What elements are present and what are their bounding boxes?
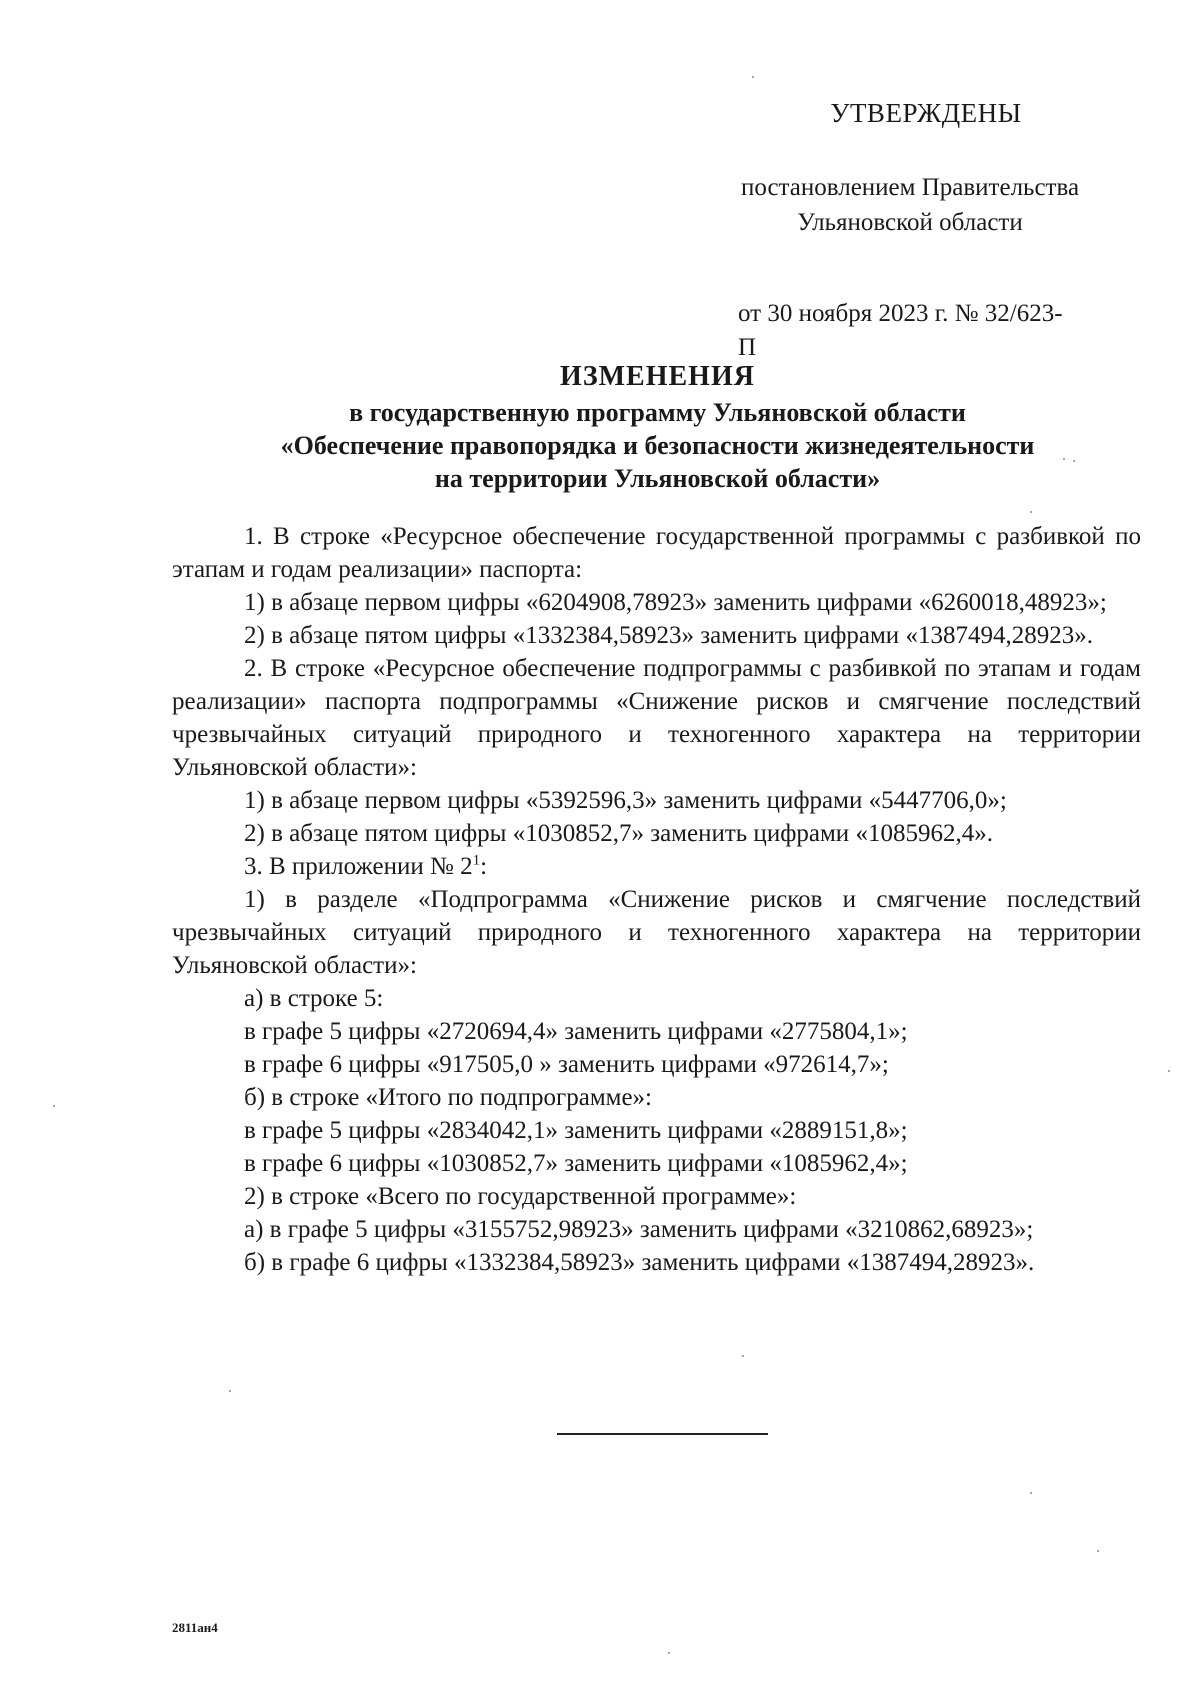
paragraph-3-item-2: 2) в строке «Всего по государственной программе»: — [244, 1183, 797, 1210]
paragraph-3-item-2b: б) в графе 6 цифры «1332384,58923» заменить цифрами «1387494,28923». — [244, 1249, 1035, 1276]
approval-header: УТВЕРЖДЕНЫ — [830, 98, 1022, 128]
paragraph-3-superscript: 1 — [472, 852, 481, 869]
paragraph-2-item-1: 1) в абзаце первом цифры «5392596,3» заменить цифрами «5447706,0»; — [244, 787, 1007, 814]
paragraph-3-item-1a-column5: в графе 5 цифры «2720694,4» заменить цифрами «2775804,1»; — [244, 1018, 908, 1045]
scan-speck — [1063, 458, 1065, 460]
scan-speck — [1073, 460, 1075, 462]
scan-speck — [1030, 511, 1032, 513]
paragraph-3-item-1a: а) в строке 5: — [244, 985, 384, 1012]
paragraph-3-text: 3. В приложении № 2 — [244, 853, 473, 880]
paragraph-3 — [172, 850, 1141, 883]
scan-speck — [742, 1355, 744, 1357]
paragraph-3-item-1: 1) в разделе «Подпрограмма «Снижение рисков и смягчение последствий чрезвычайных ситуаций природного и техногенного характера на территории Ульяновской области»: — [172, 886, 1141, 979]
document-body — [172, 520, 1141, 1279]
paragraph-3-item-1a-column6: в графе 6 цифры «917505,0 » заменить цифрами «972614,7»; — [244, 1051, 889, 1078]
scan-speck — [1030, 1492, 1032, 1494]
title-line3: на территории Ульяновской области» — [434, 464, 881, 493]
paragraph-3-colon: : — [480, 853, 488, 880]
document-code: 2811ан4 — [172, 1620, 218, 1635]
paragraph-3-item-2a: а) в графе 5 цифры «3155752,98923» заменить цифрами «3210862,68923»; — [244, 1216, 1034, 1243]
scan-speck — [229, 1390, 231, 1392]
paragraph-1: 1. В строке «Ресурсное обеспечение государственной программы с разбивкой по этапам и годам реализации» паспорта: — [172, 523, 1141, 583]
approval-block — [740, 96, 1080, 365]
paragraph-1-item-1: 1) в абзаце первом цифры «6204908,78923» заменить цифрами «6260018,48923»; — [244, 589, 1107, 616]
approval-date: от 30 ноября 2023 г. № 32/623-П — [738, 300, 1063, 361]
paragraph-2-item-2: 2) в абзаце пятом цифры «1030852,7» заменить цифрами «1085962,4». — [244, 820, 993, 847]
end-divider — [557, 1433, 768, 1435]
paragraph-1-item-2: 2) в абзаце пятом цифры «1332384,58923» заменить цифрами «1387494,28923». — [244, 622, 1093, 649]
title-line1: в государственную программу Ульяновской области — [349, 398, 966, 427]
title-main: ИЗМЕНЕНИЯ — [560, 361, 755, 392]
approval-authority-line1: постановлением Правительства — [740, 174, 1080, 201]
approval-authority — [740, 170, 1080, 240]
document-title — [170, 358, 1145, 495]
paragraph-3-item-1b-column5: в графе 5 цифры «2834042,1» заменить цифрами «2889151,8»; — [244, 1117, 908, 1144]
paragraph-2: 2. В строке «Ресурсное обеспечение подпрограммы с разбивкой по этапам и годам реализации» паспорта подпрограммы «Снижение рисков и смягчение последствий чрезвычайных ситуаций природного и техногенного характера на территории Ульяновской области»: — [172, 655, 1141, 781]
paragraph-3-item-1b-column6: в графе 6 цифры «1030852,7» заменить цифрами «1085962,4»; — [244, 1150, 908, 1177]
scan-speck — [1168, 1070, 1170, 1072]
paragraph-3-item-1b: б) в строке «Итого по подпрограмме»: — [244, 1084, 652, 1111]
scan-speck — [752, 76, 754, 78]
scan-speck — [53, 1105, 55, 1107]
approval-authority-line2: Ульяновской области — [797, 209, 1023, 236]
scan-speck — [668, 1652, 670, 1654]
scan-speck — [1097, 1550, 1099, 1552]
title-line2: «Обеспечение правопорядка и безопасности жизнедеятельности — [280, 431, 1035, 460]
